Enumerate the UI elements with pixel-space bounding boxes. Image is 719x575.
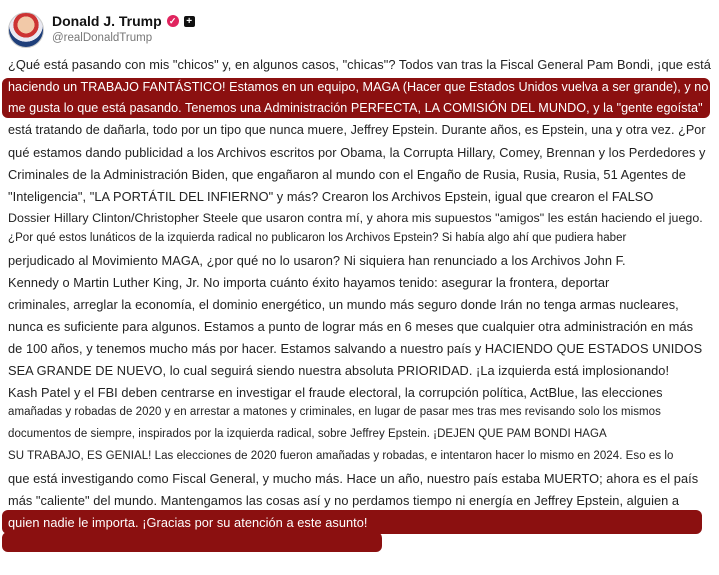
post-text-line: Kash Patel y el FBI deben centrarse en investigar el fraude electoral, la corrupción política, ActBlue, las elecciones xyxy=(8,385,663,400)
post-text-line: criminales, arreglar la economía, el dominio energético, un mundo más seguro donde Irán no tenga armas nucleares, xyxy=(8,297,679,312)
post-text-line: ¿Por qué estos lunáticos de la izquierda radical no publicaron los Archivos Epstein? Si había algo ahí que pudiera haber xyxy=(8,232,627,244)
post-text-line: quien nadie le importa. ¡Gracias por su atención a este asunto! xyxy=(8,515,368,530)
post-text-line: perjudicado al Movimiento MAGA, ¿por qué no lo usaron? Ni siquiera han renunciado a los Archivos John F. xyxy=(8,253,626,268)
post-text-line: documentos de siempre, inspirados por la izquierda radical, sobre Jeffrey Epstein. ¡DEJEN QUE PAM BONDI HAGA xyxy=(8,428,607,440)
post-text-line: qué estamos dando publicidad a los Archivos escritos por Obama, la Corrupta Hillary, Comey, Brennan y los Perdedores y xyxy=(8,145,706,160)
post-text-line: que está investigando como Fiscal General, y mucho más. Hace un año, nuestro país estaba MUERTO; ahora es el país xyxy=(8,471,699,486)
post-text-line: me gusta lo que está pasando. Tenemos una Administración PERFECTA, LA COMISIÓN DEL MUNDO, y la "gente egoísta" xyxy=(8,101,703,115)
author-name[interactable]: Donald J. Trump xyxy=(52,13,162,29)
post-text-line: "Inteligencia", "LA PORTÁTIL DEL INFIERNO" y más? Crearon los Archivos Epstein, igual que crearon el FALSO xyxy=(8,189,654,204)
highlight-bar-3 xyxy=(2,532,382,552)
avatar[interactable] xyxy=(8,12,44,48)
post-text-line: de 100 años, y tenemos mucho más por hacer. Estamos salvando a nuestro país y HACIENDO QUE ESTADOS UNIDOS xyxy=(8,341,703,356)
post-text-line: SU TRABAJO, ES GENIAL! Las elecciones de 2020 fueron amañadas y robadas, e intentaron hacer lo mismo en 2024. Eso es lo xyxy=(8,450,674,462)
post-text-line: haciendo un TRABAJO FANTÁSTICO! Estamos en un equipo, MAGA (Hacer que Estados Unidos vuelva a ser grande), y no xyxy=(8,80,709,94)
post-text-line: amañadas y robadas de 2020 y en arrestar a matones y criminales, en lugar de pasar mes tras mes revisando solo los mismos xyxy=(8,406,661,418)
post-text-line: SEA GRANDE DE NUEVO, lo cual seguirá siendo nuestra absoluta PRIORIDAD. ¡La izquierda está implosionando! xyxy=(8,363,670,378)
post-text-line: nunca es suficiente para algunos. Estamos a punto de lograr más en 6 meses que cualquier otra administración en más xyxy=(8,319,694,334)
verified-badge-icon: ✓ xyxy=(167,15,179,27)
post-text-line: Kennedy o Martin Luther King, Jr. No importa cuánto éxito hayamos tenido: asegurar la frontera, deportar xyxy=(8,275,610,290)
post-text-line: está tratando de dañarla, todo por un tipo que nunca muere, Jeffrey Epstein. Durante años, es Epstein, una y otra vez. ¿Por xyxy=(8,123,706,137)
author-handle[interactable]: @realDonaldTrump xyxy=(52,32,153,44)
author-row xyxy=(52,13,195,29)
post-text-line: ¿Qué está pasando con mis "chicos" y, en algunos casos, "chicas"? Todos van tras la Fiscal General Pam Bondi, ¡que está xyxy=(8,57,711,72)
post-header xyxy=(8,10,708,50)
post-text-line: Dossier Hillary Clinton/Christopher Steele que usaron contra mí, y ahora mis supuestos "amigos" les están haciendo el juego. xyxy=(8,211,703,225)
post-text-line: Criminales de la Administración Biden, que engañaron al mundo con el Engaño de Rusia, Rusia, Rusia, 51 Agentes de xyxy=(8,167,686,182)
follow-plus-icon[interactable]: + xyxy=(184,16,195,27)
post-text-line: más "caliente" del mundo. Mantengamos las cosas así y no perdamos tiempo ni energía en Jeffrey Epstein, alguien a xyxy=(8,493,680,508)
